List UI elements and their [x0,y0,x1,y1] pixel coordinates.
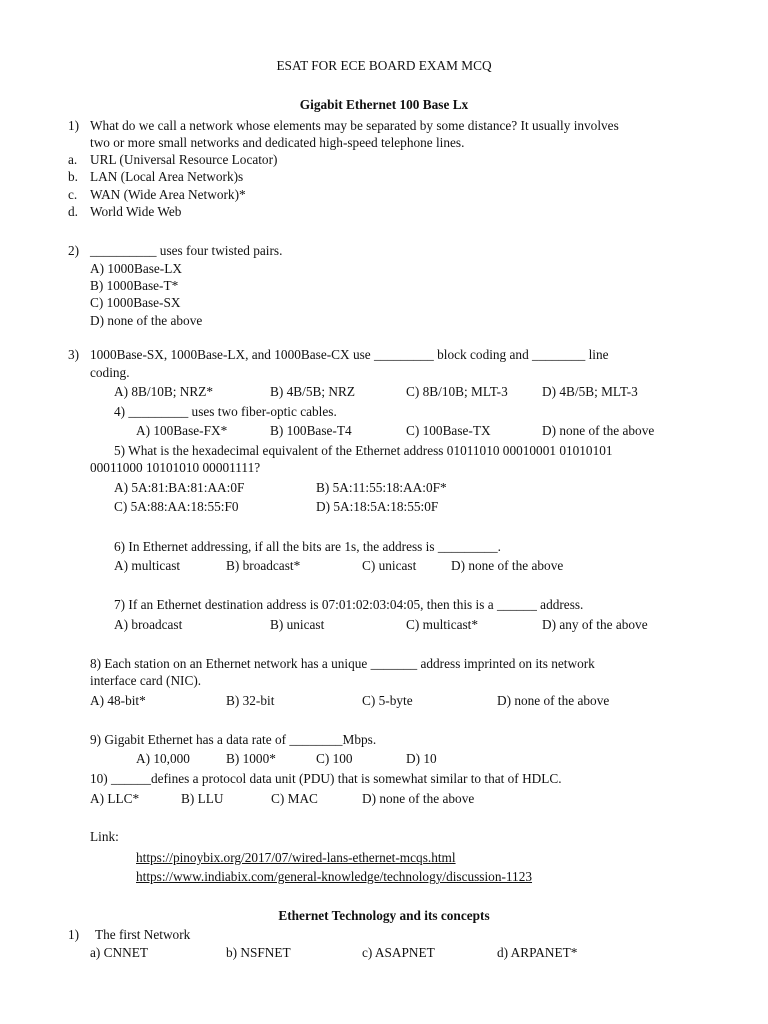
option-text: World Wide Web [90,204,182,219]
question-5-text-line1: 5) What is the hexadecimal equivalent of the Ethernet address 01011010 00010001 01010101 [114,443,613,458]
option-text: D) any of the above [542,617,648,632]
question-number: 3) [68,347,80,362]
option-text: B) 1000* [226,751,276,766]
option-text: B) 100Base-T4 [270,423,352,438]
question-9-text: 9) Gigabit Ethernet has a data rate of ________Mbps. [90,732,377,747]
question-7-text: 7) If an Ethernet destination address is 07:01:02:03:04:05, then this is a ______ address. [114,597,584,612]
option-text: A) LLC* [90,791,140,806]
option-text: D) none of the above [542,423,655,438]
option-text: D) none of the above [362,791,475,806]
question-1-text-line1: What do we call a network whose elements may be separated by some distance? It usually involves [90,118,619,133]
question-number: 2) [68,243,80,258]
option-text: D) 10 [406,751,437,766]
option-text: B) 5A:11:55:18:AA:0F* [316,480,447,495]
option-text: B) 1000Base-T* [90,278,179,293]
reference-link-pinoybix[interactable]: https://pinoybix.org/2017/07/wired-lans-ethernet-mcqs.html [136,850,456,865]
option-text: A) 5A:81:BA:81:AA:0F [114,480,245,495]
section-title-gigabit: Gigabit Ethernet 100 Base Lx [299,97,469,112]
option-text: URL (Universal Resource Locator) [90,152,278,167]
option-text: C) 100Base-TX [406,423,491,438]
option-text: C) 5A:88:AA:18:55:F0 [114,499,239,514]
question-3-text-line1: 1000Base-SX, 1000Base-LX, and 1000Base-CX use _________ block coding and ________ line [90,347,609,362]
question-8-text-line1: 8) Each station on an Ethernet network has a unique _______ address imprinted on its network [90,656,595,671]
option-text: A) 8B/10B; NRZ* [114,384,213,399]
option-letter: c. [68,187,78,202]
question-6-text: 6) In Ethernet addressing, if all the bits are 1s, the address is _________. [114,539,501,554]
option-text: WAN (Wide Area Network)* [90,187,246,202]
option-text: c) ASAPNET [362,945,435,960]
option-text: D) none of the above [497,693,610,708]
option-text: LAN (Local Area Network)s [90,169,244,184]
option-text: D) none of the above [90,313,203,328]
option-text: A) 48-bit* [90,693,146,708]
option-text: a) CNNET [90,945,148,960]
option-text: B) 4B/5B; NRZ [270,384,355,399]
link-label: Link: [90,829,119,844]
option-text: C) unicast [362,558,417,573]
question-5-text-line2: 00011000 10101010 00001111? [90,460,261,475]
option-text: C) 8B/10B; MLT-3 [406,384,508,399]
option-text: D) 4B/5B; MLT-3 [542,384,638,399]
option-text: B) 32-bit [226,693,275,708]
question-number: 1) [68,118,80,133]
option-text: C) 100 [316,751,353,766]
option-text: A) 100Base-FX* [136,423,228,438]
option-letter: b. [68,169,78,184]
section-title-ethernet-technology: Ethernet Technology and its concepts [278,908,490,923]
section2-question-1-text: The first Network [95,927,191,942]
question-8-text-line2: interface card (NIC). [90,673,202,688]
question-4-text: 4) _________ uses two fiber-optic cables. [114,404,337,419]
option-text: A) multicast [114,558,181,573]
option-text: B) unicast [270,617,325,632]
option-text: A) 1000Base-LX [90,261,182,276]
document-title: ESAT FOR ECE BOARD EXAM MCQ [276,58,492,73]
option-text: b) NSFNET [226,945,291,960]
option-text: d) ARPANET* [497,945,578,960]
option-text: A) broadcast [114,617,183,632]
option-text: C) MAC [271,791,318,806]
reference-link-indiabix[interactable]: https://www.indiabix.com/general-knowledge/technology/discussion-1123 [136,869,533,884]
question-1-text-line2: two or more small networks and dedicated high-speed telephone lines. [90,135,465,150]
option-letter: a. [68,152,78,167]
option-text: A) 10,000 [136,751,190,766]
question-2-text: __________ uses four twisted pairs. [90,243,283,258]
option-text: D) 5A:18:5A:18:55:0F [316,499,439,514]
option-text: B) broadcast* [226,558,301,573]
question-number: 1) [68,927,80,942]
option-text: C) 1000Base-SX [90,295,181,310]
option-text: D) none of the above [451,558,564,573]
option-text: C) 5-byte [362,693,413,708]
question-10-text: 10) ______defines a protocol data unit (PDU) that is somewhat similar to that of HDLC. [90,771,562,786]
question-3-text-line2: coding. [90,365,130,380]
option-text: C) multicast* [406,617,479,632]
option-text: B) LLU [181,791,224,806]
option-letter: d. [68,204,78,219]
